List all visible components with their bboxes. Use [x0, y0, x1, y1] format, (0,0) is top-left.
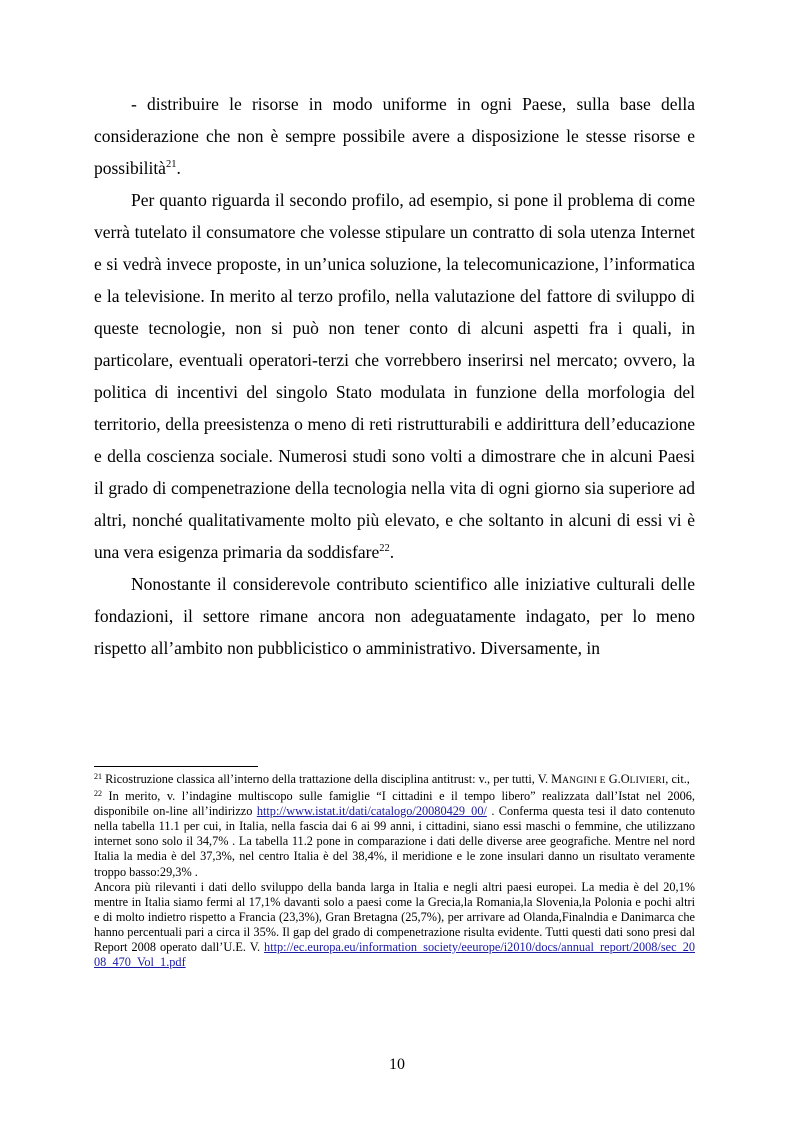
footnote-21: $^{21}$ Ricostruzione classica all’interno della trattazione della disciplina antitrust: v., per tutti, V. MANGINI E G.OLIVIERI, cit., [94, 772, 690, 786]
paragraph-1: - distribuire le risorse in modo uniforme in ogni Paese, sulla base della considerazione che non è sempre possibile avere a disposizione le stesse risorse e possibilità$^{21}$. [94, 94, 695, 178]
footnotes [94, 772, 695, 970]
footnote-ref-22[interactable]: 22 [379, 543, 390, 554]
istat-link[interactable]: http://www.istat.it/dati/catalogo/20080429_00/ [256, 804, 487, 819]
paragraph-2: Per quanto riguarda il secondo profilo, ad esempio, si pone il problema di come verrà tutelato il consumatore che volesse stipulare un contratto di sola utenza Internet e si vedrà invece proposte, in un’unica soluzione, la telecomunicazione, l’informatica e la televisione. In merito al terzo profilo, nella valutazione del fattore di sviluppo di queste tecnologie, non si può non tener conto di alcuni aspetti fra i quali, in particolare, eventuali operatori-terzi che vorrebbero inserirsi nel mercato; ovvero, la politica di incentivi del singolo Stato modulata in funzione della morfologia del territorio, della preesistenza o meno di reti ristrutturabili e addirittura dell’educazione e della coscienza sociale. Numerosi studi sono volti a dimostrare che in alcuni Paesi il grado di compenetrazione della tecnologia nella vita di ogni giorno sia superiore ad altri, nonché qualitativamente molto più elevato, e che soltanto in alcuni di essi vi è una vera esigenza primaria da soddisfare$^{22}$. [94, 190, 695, 562]
footnote-22: $^{22}$ In merito, v. l’indagine multiscopo sulle famiglie “I cittadini e il tempo libero” realizzata dall’Istat nel 2006, disponibile on-line all’indirizzo http://www.istat.it/dati/catalogo/20080429_00/ . Conferma questa tesi il dato contenuto nella tabella 11.1 per cui, in Italia, nella fascia dai 6 ai 99 anni, i cittadini, siano essi maschi o femmine, che utilizzano internet sono solo il 34,7% . La tabella 11.2 pone in comparazione i dati delle diverse aree geografiche. Mentre nel nord Italia la media è del 37,3%, nel centro Italia è del 38,4%, il meridione e le zone insulari danno un risultato veramente troppo basso:29,3% . [94, 789, 696, 879]
footnote-separator [94, 766, 258, 767]
footnote-22-continued: Ancora più rilevanti i dati dello sviluppo della banda larga in Italia e negli altri paesi europei. La media è del 20,1% mentre in Italia siamo fermi al 17,1% davanti solo a paesi come la Grecia,la Romania,la Slovenia,la Polonia e pochi altri e di molto indietro rispetto a Francia (23,3%), Gran Bretagna (25,7%), per arrivare ad Olanda,Finalndia e Danimarca che hanno percentuali pari a circa il 35%. Il gap del grado di compenetrazione risulta evidente. Tutti questi dati sono presi dal Report 2008 operato dall’U.E. V. http://ec.europa.eu/information_society/eeurope/i2010/docs/annual_report/2008/sec_2008_470_Vol_1.pdf [94, 879, 695, 970]
page-number: 10 [389, 1056, 405, 1073]
paragraph-3: Nonostante il considerevole contributo scientifico alle iniziative culturali delle fondazioni, il settore rimane ancora non adeguatamente indagato, per lo meno rispetto all’ambito non pubblicistico o amministrativo. Diversamente, in [94, 574, 695, 658]
main-text [94, 88, 695, 664]
eu-report-link[interactable]: http://ec.europa.eu/information_society/eeurope/i2010/docs/annual_report/2008/sec_2008_470_Vol_1.pdf [94, 940, 695, 970]
footnote-ref-21[interactable]: 21 [165, 159, 177, 170]
